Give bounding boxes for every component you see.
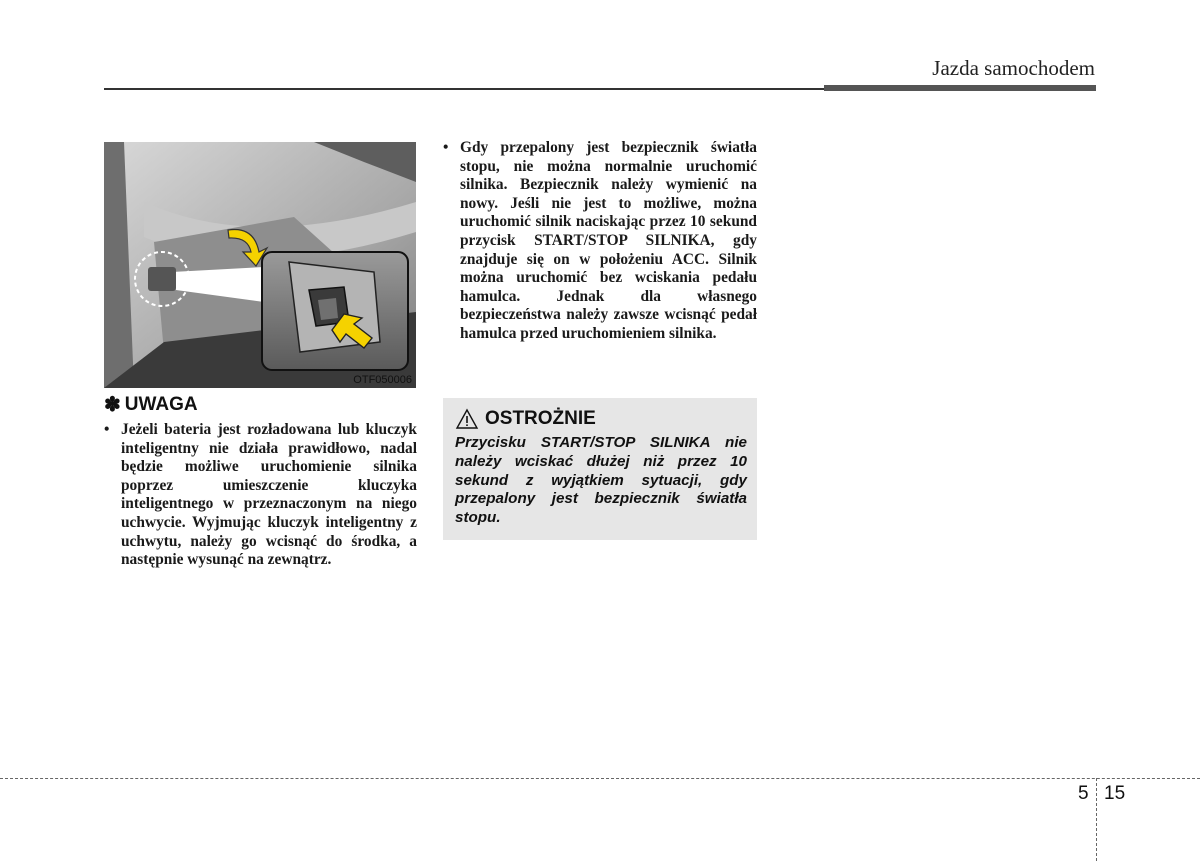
caution-box — [443, 398, 757, 540]
page-number: 15 — [1104, 783, 1126, 804]
warning-triangle-icon — [455, 408, 479, 430]
right-column — [443, 139, 757, 344]
note-heading — [104, 392, 417, 417]
key-holder-illustration — [104, 142, 416, 388]
note-bullet-text: • Jeżeli bateria jest rozładowana lub kluczyk inteligentny nie działa prawidłowo, nadal będzie możliwe uruchomienie silnika poprzez umieszczenie kluczyka inteligentnego w przeznaczonym na niego uchwycie. Wyjmując kluczyk inteligentny z uchwytu, należy go wcisnąć do środka, a następnie wysunąć na zewnątrz. — [104, 421, 417, 570]
header-title: Jazda samochodem — [932, 56, 1095, 80]
footer-dashed-divider — [1096, 778, 1097, 861]
note-title: UWAGA — [124, 393, 198, 415]
fuse-bullet-text: • Gdy przepalony jest bezpiecznik światła stopu, nie można normalnie uruchomić silnika. Bezpiecznik należy wymienić na nowy. Jeśli nie jest to możliwe, można uruchomić silnik naciskając przez 10 sekund przycisk START/STOP SILNIKA, gdy znajduje się on w położeniu ACC. Silnik można uruchomić bez wciskania pedału hamulca. Jednak dla własnego bezpieczeństwa należy zawsze wcisnąć pedał hamulca przed uruchomieniem silnika. — [443, 139, 757, 344]
asterisk-icon: ✽ — [104, 394, 121, 416]
header-rule-thin — [104, 88, 824, 90]
footer-dashed-line — [0, 778, 1200, 779]
caution-title: OSTROŻNIE — [485, 408, 596, 429]
caution-heading — [455, 408, 747, 430]
key-holder-figure — [104, 142, 416, 388]
header-rule-thick — [824, 85, 1096, 91]
note-section — [104, 392, 417, 570]
figure-code: OTF050006 — [353, 374, 412, 386]
caution-text: Przycisku START/STOP SILNIKA nie należy wciskać dłużej niż przez 10 sekund z wyjątkiem sytuacji, gdy przepalony jest bezpiecznik światła stopu. — [455, 434, 747, 527]
chapter-number: 5 — [1078, 783, 1089, 804]
